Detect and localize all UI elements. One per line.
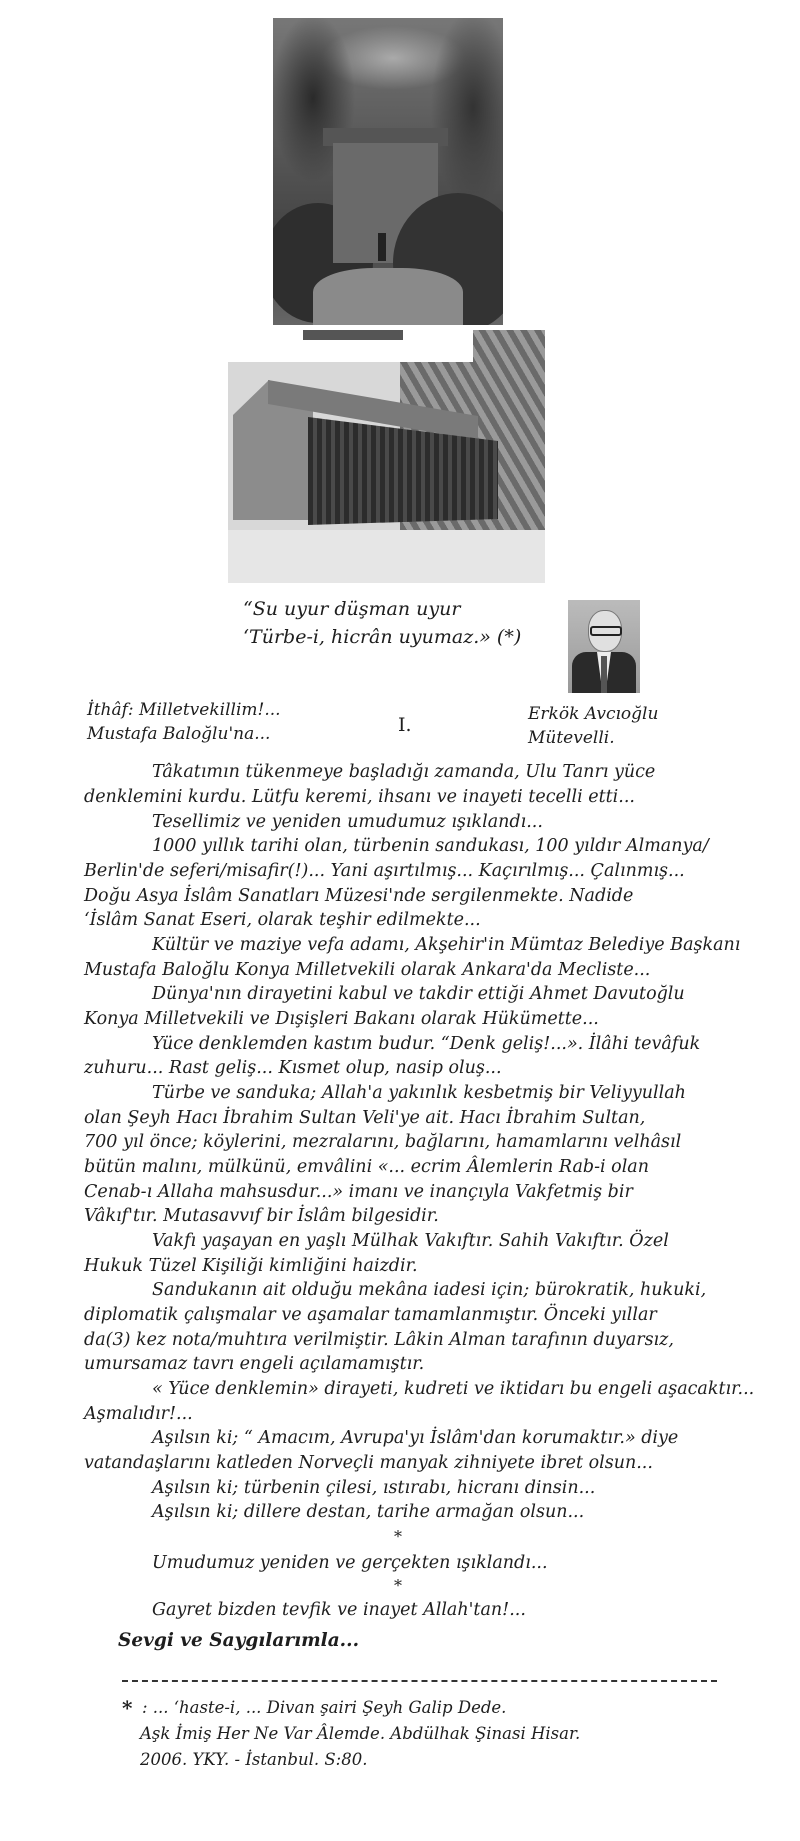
body-line: Doğu Asya İslâm Sanatları Müzesi'nde sergilenmekte. Nadide [84,886,634,906]
epigraph-line-1: “Su uyur düşman uyur [243,598,461,620]
body-line: Sandukanın ait olduğu mekâna iadesi için; bürokratik, hukuki, [152,1280,707,1300]
footnote-line: Aşk İmiş Her Ne Var Âlemde. Abdülhak Şinasi Hisar. [140,1724,581,1743]
body-line: Cenab-ı Allaha mahsusdur...» imanı ve inançıyla Vakfetmiş bir [84,1182,633,1202]
author-portrait [568,600,640,693]
body-line: da(3) kez nota/muhtıra verilmiştir. Lâkin Alman tarafının duyarsız, [84,1330,674,1350]
body-line: « Yüce denklemin» dirayeti, kudreti ve iktidarı bu engeli aşacaktır... [152,1379,755,1399]
tomb-photo [273,18,503,325]
dedication-line-1: İthâf: Milletvekillim!... [87,700,281,720]
body-line: Berlin'de seferi/misafir(!)... Yani aşırtılmış... Kaçırılmış... Çalınmış... [84,861,685,881]
body-line: Vâkıf'tır. Mutasavvıf bir İslâm bilgesidir. [84,1206,439,1226]
separator-asterisk: * [394,1527,402,1546]
body-line: Kültür ve maziye vefa adamı, Akşehir'in Mümtaz Belediye Başkanı [152,935,741,955]
body-line: Tâkatımın tükenmeye başladığı zamanda, Ulu Tanrı yüce [152,762,656,782]
body-line: denklemini kurdu. Lütfu keremi, ihsanı ve inayeti tecelli etti... [84,787,635,807]
hope-line: Umudumuz yeniden ve gerçekten ışıklandı... [152,1553,548,1573]
body-line: Tesellimiz ve yeniden umudumuz ışıklandı... [152,812,543,832]
separator-asterisk: * [394,1576,402,1595]
body-line: Yüce denklemden kastım budur. “Denk geliş!...». İlâhi tevâfuk [152,1034,701,1054]
body-line: Hukuk Tüzel Kişiliği kimliğini haizdir. [84,1256,418,1276]
garden-path [313,268,463,325]
footnote-line: 2006. YKY. - İstanbul. S:80. [140,1750,368,1769]
body-line: 1000 yıllık tarihi olan, türbenin sandukası, 100 yıldır Almanya/ [152,836,709,856]
signoff: Sevgi ve Saygılarımla... [118,1630,360,1651]
dedication-line-2: Mustafa Baloğlu'na... [87,724,271,744]
body-line: Mustafa Baloğlu Konya Milletvekili olarak Ankara'da Mecliste... [84,960,651,980]
tie [601,656,607,693]
photo-edge [303,330,403,340]
section-number: I. [398,714,412,736]
body-line: vatandaşlarını katleden Norveçli manyak zihniyete ibret olsun... [84,1453,653,1473]
sarcophagus-photo [228,330,545,583]
footnote-divider [122,1680,717,1682]
plinth [228,530,545,583]
body-line: Türbe ve sanduka; Allah'a yakınlık kesbetmiş bir Veliyyullah [152,1083,686,1103]
body-line: Vakfı yaşayan en yaşlı Mülhak Vakıftır. Sahih Vakıftır. Özel [152,1231,669,1251]
tomb-door [378,233,386,261]
footnote-line: : ... ‘haste-i, ... Divan şairi Şeyh Galip Dede. [142,1698,507,1717]
body-line: Aşılsın ki; “ Amacım, Avrupa'yı İslâm'dan korumaktır.» diye [152,1428,679,1448]
author-name: Erkök Avcıoğlu [528,704,659,724]
body-line: zuhuru... Rast geliş... Kısmet olup, nasip oluş... [84,1058,502,1078]
body-line: Aşılsın ki; dillere destan, tarihe armağan olsun... [152,1502,585,1522]
body-line: Aşmalıdır!... [84,1404,193,1424]
body-line: Aşılsın ki; türbenin çilesi, ıstırabı, hicranı dinsin... [152,1478,596,1498]
body-line: diplomatik çalışmalar ve aşamalar tamamlanmıştır. Önceki yıllar [84,1305,657,1325]
closing-prayer: Gayret bizden tevfik ve inayet Allah'tan!... [152,1600,526,1620]
body-line: ‘İslâm Sanat Eseri, olarak teşhir edilmekte... [84,910,481,930]
body-line: bütün malını, mülkünü, emvâlini «... ecrim Âlemlerin Rab-i olan [84,1157,650,1177]
body-line: Konya Milletvekili ve Dışişleri Bakanı olarak Hükümette... [84,1009,599,1029]
glasses [590,626,622,636]
epigraph-line-2: ‘Türbe-i, hicrân uyumaz.» (*) [243,626,522,648]
footnote-marker: * [122,1696,133,1720]
body-line: 700 yıl önce; köylerini, mezralarını, bağlarını, hamamlarını velhâsıl [84,1132,682,1152]
body-line: umursamaz tavrı engeli açılamamıştır. [84,1354,425,1374]
body-line: olan Şeyh Hacı İbrahim Sultan Veli'ye ait. Hacı İbrahim Sultan, [84,1108,646,1128]
author-title: Mütevelli. [528,728,615,748]
body-line: Dünya'nın dirayetini kabul ve takdir ettiği Ahmet Davutoğlu [152,984,685,1004]
